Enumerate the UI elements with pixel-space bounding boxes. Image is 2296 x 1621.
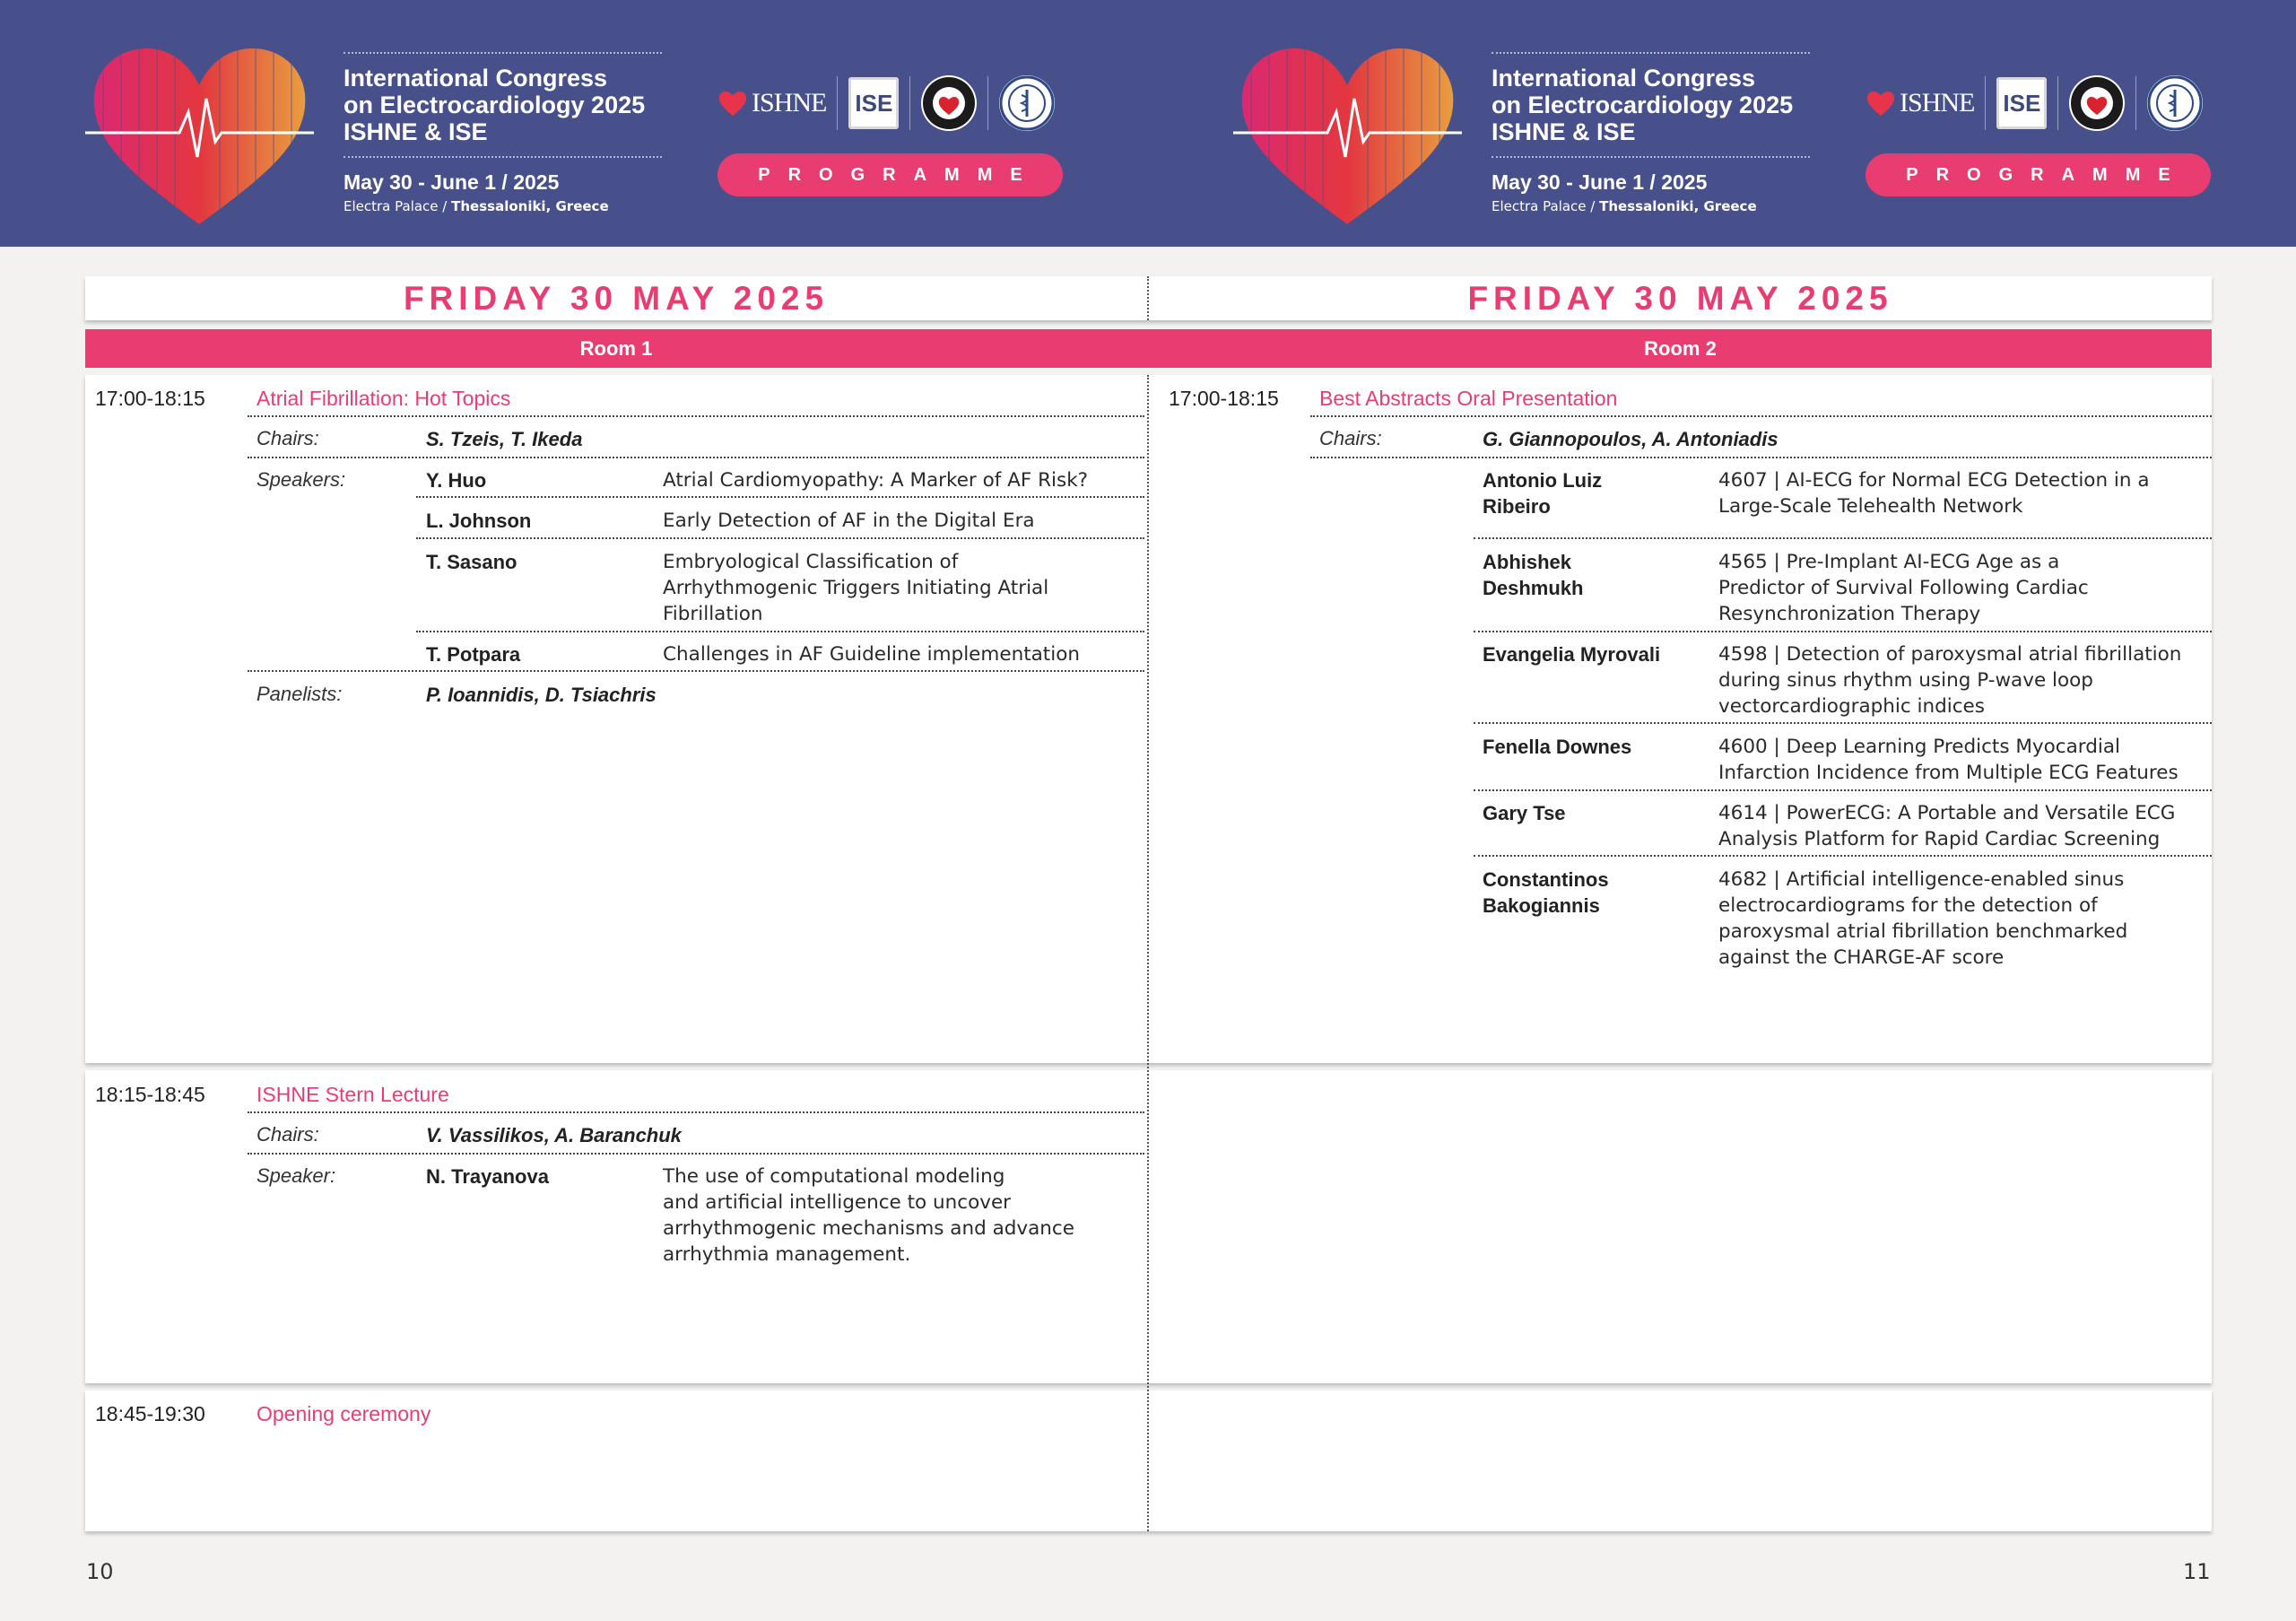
talk-title: Challenges in AF Guideline implementation: [663, 643, 1080, 666]
abstract-title-line: 4600 | Deep Learning Predicts Myocardial: [1718, 736, 2121, 758]
congress-title-line: on Electrocardiology 2025: [1492, 92, 1794, 118]
talk-title: Atrial Cardiomyopathy: A Marker of AF Risk?: [663, 469, 1089, 492]
divider: [248, 415, 1144, 417]
divider: [2057, 76, 2058, 130]
divider: [909, 76, 910, 130]
speaker-name: N. Trayanova: [426, 1165, 549, 1188]
speakers-label: Speakers:: [257, 468, 346, 491]
congress-dates: May 30 - June 1 / 2025: [344, 170, 560, 194]
abstract-title-line: against the CHARGE-AF score: [1718, 946, 2005, 969]
congress-title-line: International Congress: [344, 65, 608, 92]
divider: [248, 1111, 1144, 1113]
abstract-title-line: Analysis Platform for Rapid Cardiac Screening: [1718, 828, 2161, 850]
talk-title-line: Arrhythmogenic Triggers Initiating Atrial: [663, 577, 1049, 599]
medical-seal-logo: [999, 75, 1055, 131]
session-title: ISHNE Stern Lecture: [257, 1083, 449, 1106]
brand-block-left: [0, 0, 1148, 247]
congress-info: [1492, 52, 1810, 214]
abstract-title-line: paroxysmal atrial fibrillation benchmarked: [1718, 920, 2128, 943]
abstract-title-line: Large-Scale Telehealth Network: [1718, 495, 2023, 518]
abstract-title-line: 4607 | AI-ECG for Normal ECG Detection in a: [1718, 469, 2150, 492]
presenter-name-line: Evangelia Myrovali: [1483, 643, 1661, 666]
talk-title-line: Fibrillation: [663, 603, 763, 625]
room-label-1: Room 1: [579, 337, 653, 360]
chairs-names: V. Vassilikos, A. Baranchuk: [426, 1124, 682, 1146]
divider: [416, 496, 1144, 498]
divider: [1474, 789, 2212, 791]
abstract-title-line: vectorcardiographic indices: [1718, 695, 1985, 718]
venue-prefix: Electra Palace /: [1492, 198, 1600, 214]
abstract-title-line: Infarction Incidence from Multiple ECG Features: [1718, 762, 2179, 784]
session-opening-ceremony: [95, 1402, 1144, 1438]
venue-city: Thessaloniki, Greece: [1599, 198, 1757, 214]
ishne-logo-text: ISHNE: [1900, 88, 1975, 118]
session-title: Best Abstracts Oral Presentation: [1319, 387, 1618, 410]
divider: [987, 76, 988, 130]
programme-button[interactable]: PROGRAMME: [718, 153, 1063, 196]
divider: [416, 631, 1144, 632]
talk-title-line: and artificial intelligence to uncover: [663, 1191, 1012, 1214]
ecg-heart-logo: [1233, 36, 1462, 233]
divider: [1310, 415, 2212, 417]
talk-title: Early Detection of AF in the Digital Era: [663, 510, 1035, 532]
session-title: Opening ceremony: [257, 1402, 431, 1425]
page-number-left: 10: [86, 1559, 114, 1584]
session-best-abstracts: [1169, 387, 2212, 979]
presenter-name-line: Antonio Luiz: [1483, 469, 1603, 492]
divider: [1310, 457, 2212, 458]
abstract-title-line: Resynchronization Therapy: [1718, 603, 1981, 625]
congress-title-line: ISHNE & ISE: [1492, 118, 1636, 145]
day-title-right: FRIDAY 30 MAY 2025: [1467, 280, 1893, 317]
presenter-name-line: Gary Tse: [1483, 802, 1566, 824]
ishne-logo: [1866, 88, 1974, 118]
divider: [2135, 76, 2136, 130]
session-time: 18:45-19:30: [95, 1402, 205, 1425]
session-time: 18:15-18:45: [95, 1083, 205, 1106]
abstract-title-line: 4598 | Detection of paroxysmal atrial fibrillation: [1718, 643, 2182, 666]
panelists-label: Panelists:: [257, 683, 343, 705]
speaker-name: T. Sasano: [426, 551, 517, 573]
congress-title-line: International Congress: [1492, 65, 1756, 92]
session-ishne-stern-lecture: [95, 1083, 1144, 1280]
ise-logo: ISE: [1996, 77, 2047, 129]
venue-city: Thessaloniki, Greece: [451, 198, 609, 214]
divider: [1985, 76, 1986, 130]
talk-title-line: The use of computational modeling: [663, 1165, 1005, 1188]
abstract-title-line: 4682 | Artificial intelligence-enabled sinus: [1718, 868, 2125, 891]
congress-title-line: ISHNE & ISE: [344, 118, 488, 145]
presenter-name-line: Deshmukh: [1483, 577, 1584, 599]
ishne-logo: [718, 88, 826, 118]
speaker-name: L. Johnson: [426, 510, 532, 532]
ecg-heart-logo: [85, 36, 314, 233]
chairs-label: Chairs:: [257, 427, 319, 449]
presenter-name-line: Ribeiro: [1483, 495, 1551, 518]
ise-logo: ISE: [848, 77, 899, 129]
divider: [416, 537, 1144, 539]
chairs-label: Chairs:: [257, 1123, 319, 1146]
header-banner: [0, 0, 2296, 247]
heart-icon: [1866, 88, 1896, 118]
presenter-name-line: Fenella Downes: [1483, 736, 1632, 758]
divider: [344, 156, 662, 158]
divider: [1492, 52, 1810, 54]
divider: [1474, 631, 2212, 632]
talk-title-line: arrhythmia management.: [663, 1243, 911, 1266]
divider: [248, 457, 1144, 458]
congress-title-line: on Electrocardiology 2025: [344, 92, 646, 118]
panelists-names: P. Ioannidis, D. Tsiachris: [426, 684, 657, 706]
room-label-2: Room 2: [1644, 337, 1717, 360]
presenter-name-line: Constantinos: [1483, 868, 1609, 891]
programme-button[interactable]: PROGRAMME: [1866, 153, 2211, 196]
talk-title-line: Embryological Classification of: [663, 551, 959, 573]
speaker-name: T. Potpara: [426, 643, 521, 666]
talk-title-line: arrhythmogenic mechanisms and advance: [663, 1217, 1074, 1240]
abstract-title-line: 4614 | PowerECG: A Portable and Versatile ECG: [1718, 802, 2176, 824]
presenter-name-line: Bakogiannis: [1483, 894, 1600, 917]
chairs-names: S. Tzeis, T. Ikeda: [426, 428, 583, 450]
ishne-logo-text: ISHNE: [752, 88, 827, 118]
medical-seal-logo: [2147, 75, 2203, 131]
heart-icon: [718, 88, 748, 118]
partner-logos: [1866, 72, 2203, 135]
congress-venue: [1492, 198, 1810, 214]
congress-dates: May 30 - June 1 / 2025: [1492, 170, 1708, 194]
page-number-right: 11: [2183, 1559, 2211, 1584]
divider: [248, 1153, 1144, 1155]
page-divider: [1147, 375, 1149, 1531]
partner-logos: [718, 72, 1055, 135]
abstract-title-line: 4565 | Pre-Implant AI-ECG Age as a: [1718, 551, 2060, 573]
page-divider: [1147, 276, 1149, 320]
session-time: 17:00-18:15: [1169, 387, 1279, 410]
session-atrial-fibrillation: [95, 387, 1144, 683]
divider: [248, 670, 1144, 672]
presenter-name-line: Abhishek: [1483, 551, 1572, 573]
venue-prefix: Electra Palace /: [344, 198, 452, 214]
chairs-names: G. Giannopoulos, A. Antoniadis: [1483, 428, 1779, 450]
speaker-label: Speaker:: [257, 1164, 336, 1187]
chairs-label: Chairs:: [1319, 427, 1382, 449]
congress-venue: [344, 198, 662, 214]
abstract-title-line: during sinus rhythm using P-wave loop: [1718, 669, 2093, 692]
society-seal-logo: [921, 75, 977, 131]
divider: [1474, 855, 2212, 857]
brand-block-right: [1148, 0, 2296, 247]
divider: [1492, 156, 1810, 158]
session-title: Atrial Fibrillation: Hot Topics: [257, 387, 511, 410]
abstract-title-line: Predictor of Survival Following Cardiac: [1718, 577, 2089, 599]
divider: [1474, 722, 2212, 724]
abstract-title-line: electrocardiograms for the detection of: [1718, 894, 2098, 917]
congress-info: [344, 52, 662, 214]
day-title-left: FRIDAY 30 MAY 2025: [403, 280, 830, 317]
divider: [1474, 537, 2212, 539]
session-time: 17:00-18:15: [95, 387, 205, 410]
speaker-name: Y. Huo: [426, 469, 487, 492]
divider: [837, 76, 838, 130]
divider: [344, 52, 662, 54]
society-seal-logo: [2069, 75, 2125, 131]
